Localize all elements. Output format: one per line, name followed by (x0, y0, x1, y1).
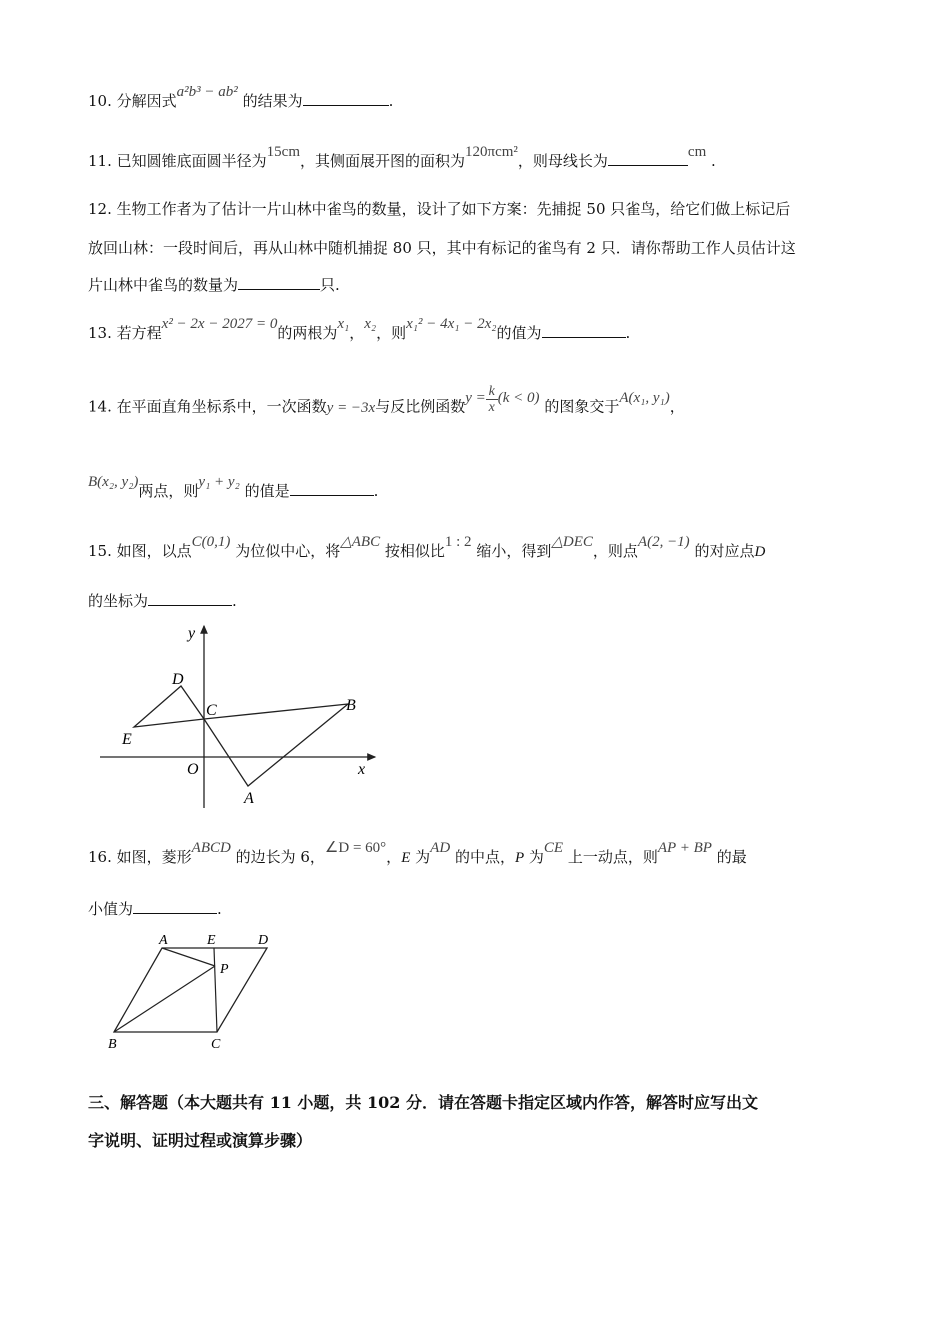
label-c: C (206, 702, 217, 719)
question-16-line-1: 16. 如图，菱形ABCD 的边长为 6，∠D = 60°，E 为AD 的中点，P 为CE 上一动点，则AP + BP 的最 (88, 840, 747, 866)
segment-ap (162, 948, 215, 966)
question-12-line-3: 片山林中雀鸟的数量为 只. (88, 276, 340, 294)
answer-blank (303, 91, 389, 106)
label-o: O (187, 761, 199, 778)
label-c: C (211, 1037, 221, 1052)
answer-blank (133, 899, 217, 914)
answer-blank (238, 275, 320, 290)
rhombus-abcd (114, 948, 267, 1032)
section-3-heading-line-1: 三、解答题（本大题共有 11 小题，共 102 分．请在答题卡指定区域内作答，解答时应写出文 (88, 1093, 758, 1112)
question-14-line-2: B(x₂, y₂)两点，则y₁ + y₂ 的值是 . (88, 474, 379, 500)
label-a: A (159, 933, 168, 948)
triangle-dec (134, 686, 204, 727)
answer-blank (148, 591, 232, 606)
question-16-line-2: 小值为 . (88, 900, 222, 918)
label-p: P (220, 962, 229, 977)
question-15-line-1: 15. 如图，以点C(0,1) 为位似中心，将△ABC 按相似比1 : 2 缩小，得到△DEC，则点A(2, −1) 的对应点D (88, 534, 766, 560)
question-12-line-1: 12. 生物工作者为了估计一片山林中雀鸟的数量，设计了如下方案：先捕捉 50 只雀鸟，给它们做上标记后 (88, 200, 791, 218)
answer-blank (608, 151, 688, 166)
label-e: E (122, 731, 132, 748)
section-3-heading-line-2: 字说明、证明过程或演算步骤） (88, 1131, 313, 1150)
figure-15-coordinate-plane (95, 620, 395, 815)
answer-blank (290, 481, 374, 496)
label-d: D (258, 933, 269, 948)
triangle-abc (204, 704, 348, 786)
label-b: B (108, 1037, 117, 1052)
label-e: E (207, 933, 216, 948)
answer-blank (542, 323, 626, 338)
label-x: x (358, 761, 366, 778)
expression: a²b³ − ab² (176, 84, 238, 100)
question-11: 11. 已知圆锥底面圆半径为15cm，其侧面展开图的面积为120πcm²，则母线长为 cm . (88, 144, 716, 170)
fraction-k-over-x: $\frac{k}{x}$ (486, 384, 498, 415)
label-b: B (346, 697, 356, 714)
question-10: 10. 分解因式a²b³ − ab² 的结果为 . (88, 84, 394, 110)
label-a: A (244, 790, 254, 807)
question-13: 13. 若方程x² − 2x − 2027 = 0的两根为x₁，x₂，则x₁² − 4x₁ − 2x₂的值为 . (88, 316, 631, 342)
figure-16-rhombus (100, 928, 290, 1056)
segment-ce (214, 948, 217, 1032)
question-15-line-2: 的坐标为 . (88, 592, 237, 610)
question-14-line-1: 14. 在平面直角坐标系中，一次函数y = −3x与反比例函数y = $\frac{k}{x}$ (k < 0) 的图象交于A(x₁, y₁)， (88, 384, 685, 416)
question-12-line-2: 放回山林：一段时间后，再从山林中随机捕捉 80 只，其中有标记的雀鸟有 2 只．请你帮助工作人员估计这 (88, 239, 796, 257)
segment-bp (114, 966, 215, 1032)
label-d: D (172, 671, 184, 688)
label-y: y (188, 625, 196, 642)
